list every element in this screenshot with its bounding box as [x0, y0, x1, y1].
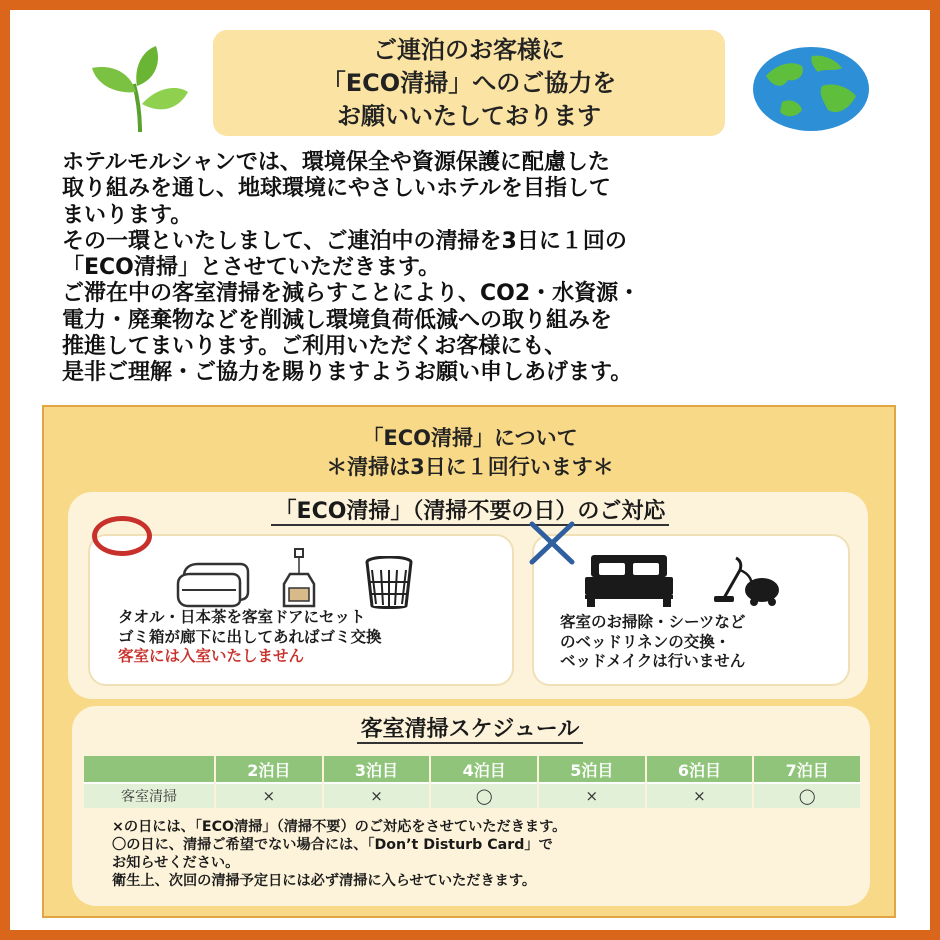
schedule-cell: × — [647, 782, 753, 808]
intro-line: 電力・廃棄物などを削減し環境負荷低減への取り組みを — [62, 307, 613, 333]
intro-line: 「ECO清掃」とさせていただきます。 — [62, 255, 441, 281]
intro-line: ご滞在中の客室清掃を減らすことにより、CO2・水資源・ — [62, 281, 641, 307]
vacuum-icon — [710, 556, 780, 606]
schedule-col-header: 3泊目 — [324, 756, 430, 782]
schedule-col-header: 6泊目 — [647, 756, 753, 782]
note-line: 衛生上、次回の清掃予定日には必ず清掃に入らせていただきます。 — [112, 873, 537, 889]
eco-title-line-1: 「ECO清掃」について — [362, 426, 578, 450]
header-banner — [213, 30, 725, 136]
schedule-cell: ◯ — [754, 782, 860, 808]
ng-line: 客室のお掃除・シーツなど — [560, 613, 746, 631]
globe-icon — [752, 46, 870, 132]
schedule-cell: × — [539, 782, 645, 808]
note-line: お知らせください。 — [112, 855, 240, 871]
circle-mark-icon — [92, 516, 152, 556]
note-line: ×の日には、「ECO清掃」（清掃不要）のご対応をさせていただきます。 — [112, 819, 567, 835]
cross-mark-icon — [524, 520, 580, 566]
intro-line: まいります。 — [62, 202, 193, 228]
ok-line: タオル・日本茶を客室ドアにセット — [118, 608, 366, 626]
schedule-col-header: 7泊目 — [754, 756, 860, 782]
ng-line: ベッドメイクは行いません — [560, 652, 746, 670]
teabag-icon — [282, 548, 316, 608]
schedule-cell: × — [216, 782, 322, 808]
schedule-notes — [112, 818, 852, 890]
schedule-header-row — [84, 756, 860, 782]
schedule-row-label: 客室清掃 — [84, 782, 214, 808]
trash-icon — [364, 556, 414, 610]
schedule-col-header: 4泊目 — [431, 756, 537, 782]
ng-line: のベッドリネンの交換・ — [560, 632, 731, 651]
schedule-col-header: 2泊目 — [216, 756, 322, 782]
schedule-table — [82, 756, 862, 808]
intro-line: 取り組みを通し、地球環境にやさしいホテルを目指して — [62, 176, 611, 202]
leaf-icon — [90, 44, 190, 134]
intro-line: 推進してまいります。ご利用いただくお客様にも、 — [62, 334, 567, 360]
eco-title-line-2: ＊清掃は3日に１回行います＊ — [326, 455, 614, 479]
schedule-cell: ◯ — [431, 782, 537, 808]
schedule-cell: × — [324, 782, 430, 808]
intro-line: その一環といたしまして、ご連泊中の清掃を3日に１回の — [62, 228, 627, 254]
ok-line: ゴミ箱が廊下に出してあればゴミ交換 — [118, 627, 382, 646]
intro-line: ホテルモルシャンでは、環境保全や資源保護に配慮した — [62, 150, 610, 175]
header-line-1: ご連泊のお客様に — [373, 35, 565, 64]
schedule-heading — [0, 716, 940, 744]
bed-icon — [583, 553, 675, 607]
intro-paragraph — [62, 150, 892, 387]
header-line-3: お願いいたしております — [337, 101, 601, 130]
schedule-col-header: 5泊目 — [539, 756, 645, 782]
header-line-2: 「ECO清掃」へのご協力を — [321, 68, 617, 97]
ok-warning: 客室には入室いたしません — [118, 647, 305, 665]
schedule-corner — [84, 756, 214, 782]
table-row — [84, 782, 860, 808]
ok-text — [118, 608, 508, 667]
towel-icon — [174, 556, 250, 608]
rules-heading-text: 「ECO清掃」（清掃不要の日）のご対応 — [271, 499, 670, 526]
ng-text — [560, 613, 850, 672]
intro-line: 是非ご理解・ご協力を賜りますようお願い申しあげます。 — [62, 360, 633, 386]
note-line: 〇の日に、清掃ご希望でない場合には、「Don’t Disturb Card」で — [112, 837, 553, 853]
schedule-heading-text: 客室清掃スケジュール — [357, 717, 584, 744]
eco-title — [0, 424, 940, 482]
